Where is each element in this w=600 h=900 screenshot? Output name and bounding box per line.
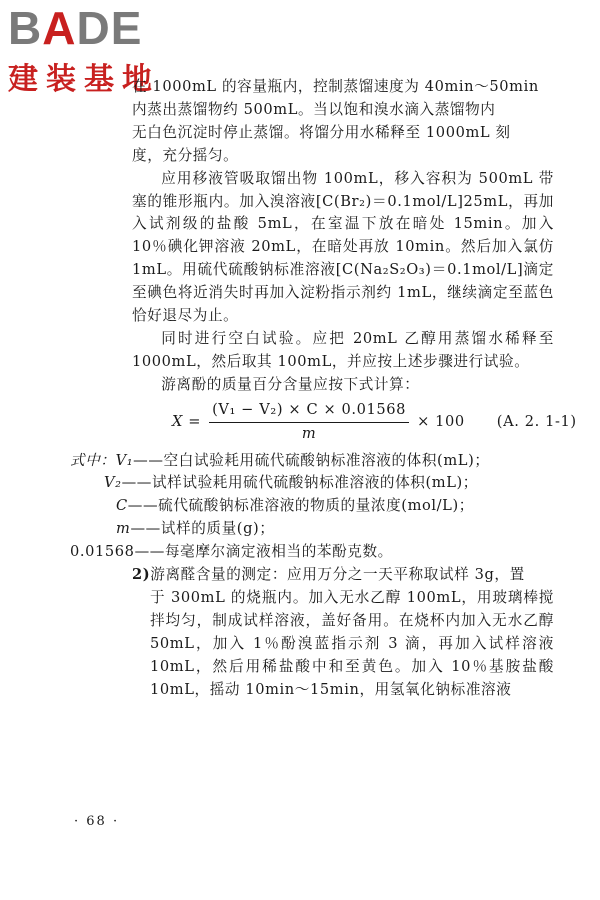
formula-lhs: X =	[172, 412, 202, 430]
paragraph-4: 游离酚的质量百分含量应按下式计算：	[161, 375, 420, 393]
paragraph-2: 应用移液管吸取馏出物 100mL，移入容积为 500mL 带塞的锥形瓶内。加入溴溶液[C(Br₂)＝0.1mol/L]25mL，再加入试剂级的盐酸 5mL，在室温下放在暗处 15min。加入 10％碘化钾溶液 20mL，在暗处再放 10min。然后加入氯仿 1mL。用硫代硫酸钠标准溶液[C(Na₂S₂O₃)＝0.1mol/L]滴定至碘色将近消失时再加入淀粉指示剂约 1mL，继续滴定至蓝色恰好退尽为止。	[132, 169, 554, 325]
definition-row	[70, 495, 554, 518]
formula-equation-number: (A. 2. 1-1)	[496, 412, 577, 430]
definition-symbol: 式中：V₁	[70, 451, 134, 469]
formula-a2-1-1	[0, 399, 600, 446]
definition-symbol: C	[116, 497, 128, 515]
definition-row	[70, 450, 554, 473]
definition-row	[70, 541, 554, 564]
definition-symbol: V₂	[104, 474, 122, 492]
document-page	[0, 76, 600, 701]
paragraph-1-line-2: 内蒸出蒸馏物约 500mL。当以饱和溴水滴入蒸馏物内	[132, 100, 496, 118]
definition-symbol: m	[116, 520, 131, 538]
paragraph-1-line-1: 在 1000mL 的容量瓶内，控制蒸馏速度为 40min～50min	[132, 78, 539, 95]
logo-subtitle: 建装基地	[8, 62, 160, 97]
page-number: · 68 ·	[74, 814, 120, 829]
formula-rhs: × 100	[417, 412, 465, 430]
paragraph-3: 同时进行空白试验。应把 20mL 乙醇用蒸馏水稀释至 1000mL，然后取其 100mL，并应按上述步骤进行试验。	[132, 329, 554, 370]
logo-letter: D	[76, 2, 111, 54]
formula-numerator: (V₁ − V₂) × C × 0.01568	[209, 399, 409, 423]
formula-denominator: m	[301, 424, 317, 442]
formula-fraction	[209, 399, 409, 446]
logo-brand-main	[8, 4, 142, 52]
item-2-heading-text: 游离醛含量的测定：应用万分之一天平称取试样 3g，置	[150, 566, 525, 584]
logo-letter: B	[8, 2, 43, 54]
definition-row	[70, 472, 554, 495]
definition-text: ——试样的质量(g)；	[130, 520, 275, 538]
logo-letter: E	[110, 2, 143, 54]
paragraph-1-line-4: 度，充分摇匀。	[132, 146, 239, 164]
paragraph-1-line-3: 无白色沉淀时停止蒸馏。将馏分用水稀释至 1000mL 刻	[132, 123, 511, 141]
definition-text: ——每毫摩尔滴定液相当的苯酚克数。	[134, 543, 393, 561]
item-2-first-line	[0, 564, 600, 587]
logo-wordmark	[8, 4, 160, 52]
definition-symbol: 0.01568	[70, 543, 135, 561]
item-2-label: 2)	[132, 566, 151, 584]
definition-text: ——空白试验耗用硫代硫酸钠标准溶液的体积(mL)；	[133, 451, 490, 469]
definition-row	[70, 518, 554, 541]
definition-text: ——试样试验耗用硫代硫酸钠标准溶液的体积(mL)；	[121, 474, 478, 492]
logo-letter: A	[42, 2, 77, 54]
variable-definitions	[0, 450, 600, 565]
definition-text: ——硫代硫酸钠标准溶液的物质的量浓度(mol/L)；	[127, 497, 474, 515]
item-2-body: 于 300mL 的烧瓶内。加入无水乙醇 100mL，用玻璃棒搅拌均匀，制成试样溶液，盖好备用。在烧杯内加入无水乙醇 50mL，加入 1％酚溴蓝指示剂 3 滴，再加入试样溶液 10mL，然后用稀盐酸中和至黄色。加入 10％基胺盐酸 10mL，摇动 10min～15min，用氢氧化钠标准溶液	[150, 588, 554, 698]
